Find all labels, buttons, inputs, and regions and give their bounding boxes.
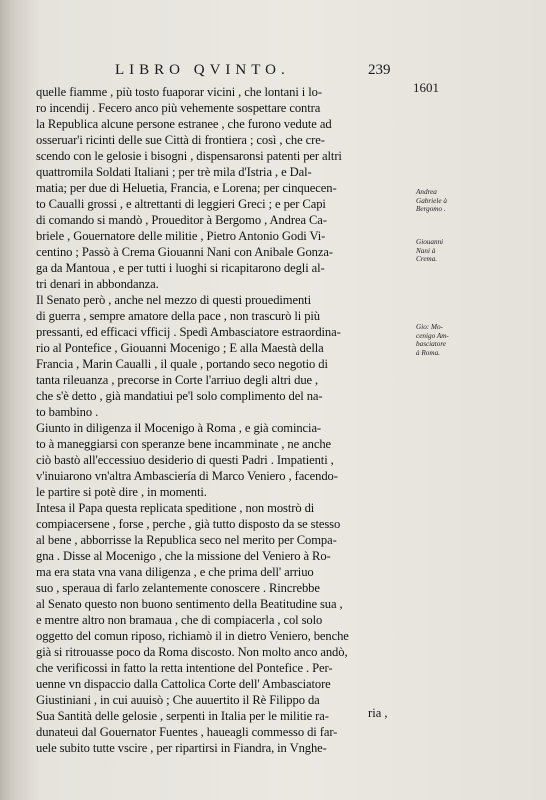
margin-note-line: Bergomo . (416, 205, 446, 214)
text-line: pressanti, ed efficaci vfficij . Spedì Ambasciatore estraordina- (36, 325, 341, 339)
margin-note-line: basciatore (416, 340, 447, 349)
text-line: oggetto del comun riposo, richiamò il in dietro Veniero, benche (36, 629, 349, 643)
text-line: quattromila Soldati Italiani ; per trè mila d'Istria , e Dal- (36, 165, 312, 179)
text-line: Intesa il Papa questa replicata speditione , non mostrò di (36, 501, 315, 515)
margin-note-line: cenigo Am- (416, 331, 449, 340)
margin-note-mocenigo (416, 323, 474, 357)
text-line: Il Senato però , anche nel mezzo di questi prouedimenti (36, 293, 311, 307)
text-line: che verificossi in fatto la retta intentione del Pontefice . Per- (36, 661, 333, 675)
text-line: Giustiniani , in cui auuisò ; Che auuertito il Rè Filippo da (36, 693, 320, 707)
text-line: suo , speraua di farlo zelantemente conoscere . Rincrebbe (36, 581, 320, 595)
text-line: le partire si potè dire , in momenti. (36, 485, 207, 499)
catchword: ria , (368, 706, 388, 720)
text-line: to à maneggiarsi con speranze bene incamminate , ne anche (36, 437, 332, 451)
text-line: Giunto in diligenza il Mocenigo à Roma , e già comincia- (36, 421, 322, 435)
text-line: matia; per due di Heluetia, Francia, e Lorena; per cinquecen- (36, 181, 337, 195)
text-line: to bambino . (36, 405, 99, 419)
text-line: quelle fiamme , più tosto fuaporar vicini , che lontani i lo- (36, 85, 322, 99)
text-line: to Caualli grossi , e altrettanti di leggieri Greci ; e per Capi (36, 197, 326, 211)
margin-note-line: Nani à (416, 246, 436, 255)
margin-note-line: Andrea (416, 188, 437, 196)
text-line: dunateui dal Gouernator Fuentes , haueagli commesso di far- (36, 725, 338, 739)
text-line: rio al Pontefice , Giouanni Mocenigo ; E alla Maestà della (36, 341, 324, 355)
margin-note-line: à Roma. (416, 348, 440, 357)
margin-year: 1601 (413, 80, 439, 95)
margin-note-line: Crema. (416, 255, 438, 264)
body-text (36, 84, 412, 756)
text-line: centino ; Passò à Crema Giouanni Nani con Anibale Gonza- (36, 245, 333, 259)
margin-note-line: Gio: Mo- (416, 323, 443, 331)
text-line: già si ritrouasse poco da Roma discosto. Non molto anco andò, (36, 645, 348, 659)
text-line: Francia , Marin Caualli , il quale , portando seco negotio di (36, 357, 328, 371)
margin-note-gabriele (416, 188, 474, 214)
text-line: di guerra , sempre amatore della pace , non trascurò li più (36, 309, 320, 323)
text-line: la Republica alcune persone estranee , che furono vedute ad (36, 117, 332, 131)
text-line: ciò bastò all'eccessiuo desiderio di questi Padri . Impatienti , (36, 453, 334, 467)
margin-note-nani (416, 238, 474, 264)
margin-note-line: Gabriele à (416, 196, 447, 205)
text-line: ro incendij . Fecero anco più vehemente sospettare contra (36, 101, 321, 115)
text-line: tanta rileuanza , precorse in Corte l'arriuo degli altri due , (36, 373, 319, 387)
text-line: al Senato questo non buono sentimento della Beatitudine sua , (36, 597, 343, 611)
text-line: ma era stata vna vana diligenza , e che prima dell' arriuo (36, 565, 314, 579)
text-line: uenne vn dispaccio dalla Cattolica Corte dell' Ambasciatore (36, 677, 331, 691)
text-line: osseruar'i ricinti delle sue Città di frontiera ; così , che cre- (36, 133, 325, 147)
text-line: tri denari in abbondanza. (36, 277, 159, 291)
text-line: briele , Gouernatore delle militie , Pietro Antonio Godi Vi- (36, 229, 326, 243)
text-line: uele subito tutte vscire , per ripartirsi in Fiandra, in Vnghe- (36, 741, 327, 755)
margin-note-line: Giouanni (416, 238, 444, 246)
text-line: compiacersene , forse , perche , già tutto disposto da se stesso (36, 517, 341, 531)
text-line: gna . Disse al Mocenigo , che la missione del Veniero à Ro- (36, 549, 331, 563)
page-number: 239 (368, 62, 391, 78)
text-line: v'inuiarono vn'altra Ambasciería di Marco Veniero , facendo- (36, 469, 338, 483)
text-line: e mentre altro non bramaua , che di compiacerla , col solo (36, 613, 323, 627)
text-line: al bene , abborrisse la Republica seco nel merito per Compa- (36, 533, 337, 547)
running-head (0, 62, 546, 82)
text-line: scendo con le gelosie i bisogni , dispensaronsi patenti per altri (36, 149, 342, 163)
running-head-title: LIBRO QVINTO. (115, 62, 290, 78)
text-line: che s'è detto , già mandatiui pe'l solo complimento del na- (36, 389, 323, 403)
text-line: di comando si mandò , Proueditor à Bergomo , Andrea Ca- (36, 213, 327, 227)
text-line: Sua Santità delle gelosie , serpenti in Italia per le militie ra- (36, 709, 329, 723)
text-line: ga da Mantoua , e per tutti i luoghi si ricapitarono degli al- (36, 261, 325, 275)
